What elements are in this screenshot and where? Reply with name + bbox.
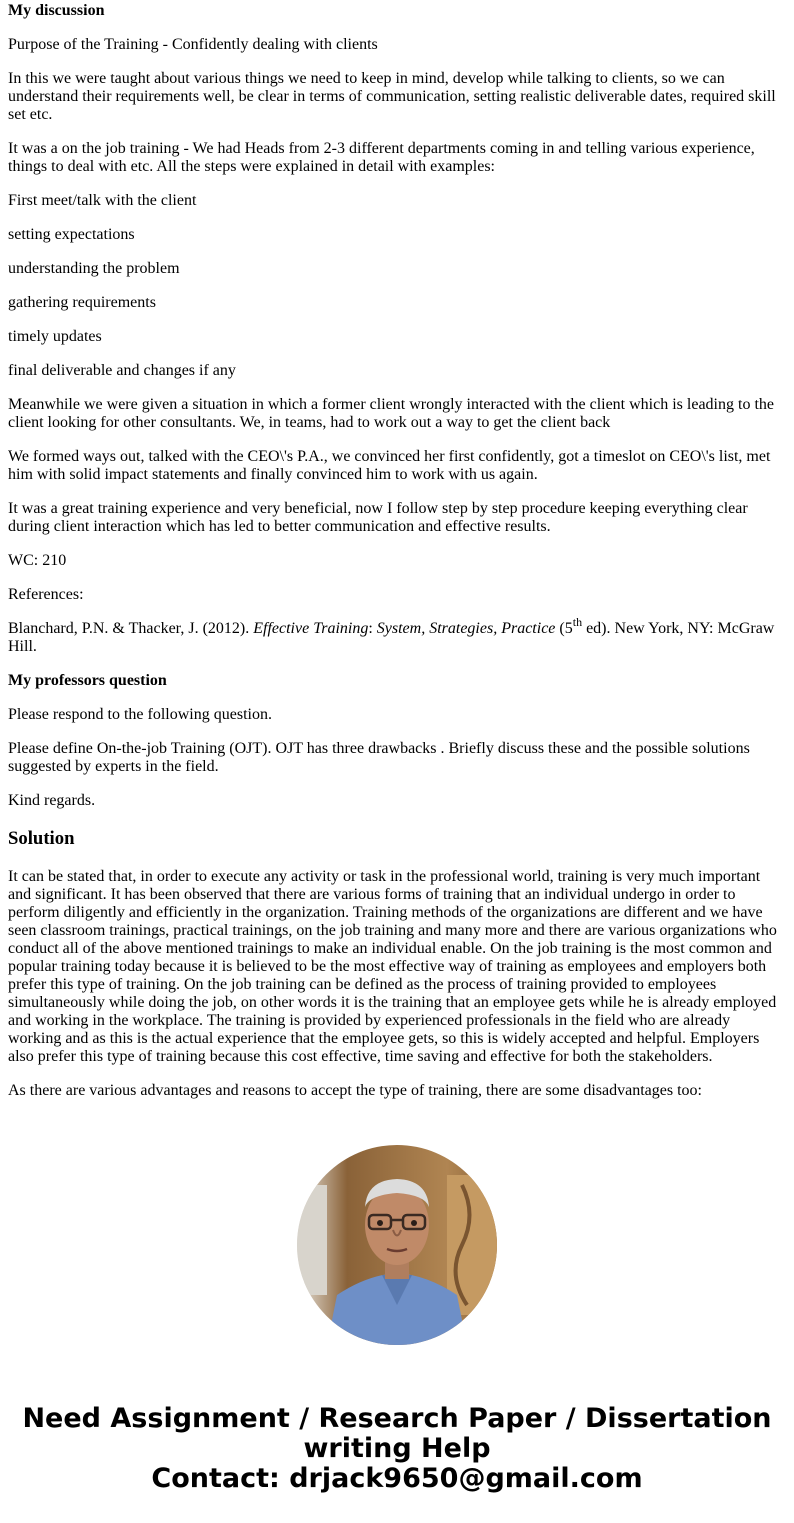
reference-edition-rest: ed). New York, NY: McGraw Hill. <box>8 620 775 655</box>
avatar-portrait <box>297 1145 497 1345</box>
step-item: timely updates <box>8 328 102 345</box>
references-label: References: <box>8 586 84 603</box>
discussion-context: It was a on the job training - We had Heads from 2-3 different departments coming in and telling various experience, things to deal with etc. All the steps were explained in detail with examples: <box>8 140 755 175</box>
promo-contact: Contact: drjack9650@gmail.com <box>151 1463 643 1494</box>
promo-banner <box>0 1404 794 1494</box>
professor-heading: My professors question <box>8 672 167 689</box>
promo-line: writing Help <box>303 1433 491 1464</box>
professor-prompt: Please respond to the following question. <box>8 706 272 723</box>
discussion-intro: In this we were taught about various things we need to keep in mind, develop while talking to clients, so we can understand their requirements well, be clear in terms of communication, setting realistic deliverable dates, required skill set etc. <box>8 70 776 123</box>
solution-paragraph: It can be stated that, in order to execute any activity or task in the professional world, training is very much important and significant. It has been observed that there are various forms of training that an individual undergo in order to perform diligently and efficiently in the organization. Training methods of the organizations are different and we have seen classroom trainings, practical trainings, on the job training and many more and there are various organizations who conduct all of the above mentioned trainings to make an individual enable. On the job training is the most common and popular training today because it is believed to be the most effective way of training as employees and employers both prefer this type of training. On the job training can be defined as the process of training provided to employees simultaneously while doing the job, on other words it is the training that an employee gets while he is already employed and working in the workplace. The training is provided by experienced professionals in the field who are already working and as this is the actual experience that the employee gets, so this is widely accepted and helpful. Employers also prefer this type of training because this cost effective, time saving and effective for both the stakeholders. <box>8 868 777 1065</box>
discussion-reflection: It was a great training experience and very beneficial, now I follow step by step procedure keeping everything clear during client interaction which has led to better communication and effective results. <box>8 500 748 535</box>
solution-heading: Solution <box>8 828 75 849</box>
discussion-heading: My discussion <box>8 2 105 19</box>
solution-paragraph: As there are various advantages and reasons to accept the type of training, there are some disadvantages too: <box>8 1082 702 1099</box>
step-item: final deliverable and changes if any <box>8 362 236 379</box>
discussion-outcome: We formed ways out, talked with the CEO\'s P.A., we convinced her first confidently, got a timeslot on CEO\'s list, met him with solid impact statements and finally convinced him to work with us again. <box>8 448 771 483</box>
reference-title-sub: System, Strategies, Practice <box>376 620 556 637</box>
discussion-situation: Meanwhile we were given a situation in which a former client wrongly interacted with the client which is leading to the client looking for other consultants. We, in teams, had to work out a way to get the client back <box>8 396 774 431</box>
reference-entry <box>8 615 786 656</box>
training-purpose: Purpose of the Training - Confidently dealing with clients <box>8 36 378 53</box>
professor-closing: Kind regards. <box>8 792 96 809</box>
reference-authors: Blanchard, P.N. & Thacker, J. (2012). <box>8 620 250 637</box>
reference-title-main: Effective Training <box>253 620 369 637</box>
reference-edition-sup: th <box>572 615 583 629</box>
step-item: setting expectations <box>8 226 135 243</box>
author-avatar <box>297 1145 497 1345</box>
professor-question: Please define On-the-job Training (OJT). OJT has three drawbacks . Briefly discuss these and the possible solutions suggested by experts in the field. <box>8 740 750 775</box>
reference-colon: : <box>368 620 373 637</box>
promo-line: Need Assignment / Research Paper / Dissertation <box>22 1403 772 1434</box>
step-item: gathering requirements <box>8 294 156 311</box>
reference-edition-open: (5 <box>559 620 573 637</box>
step-item: First meet/talk with the client <box>8 192 197 209</box>
step-item: understanding the problem <box>8 260 180 277</box>
word-count: WC: 210 <box>8 552 67 569</box>
